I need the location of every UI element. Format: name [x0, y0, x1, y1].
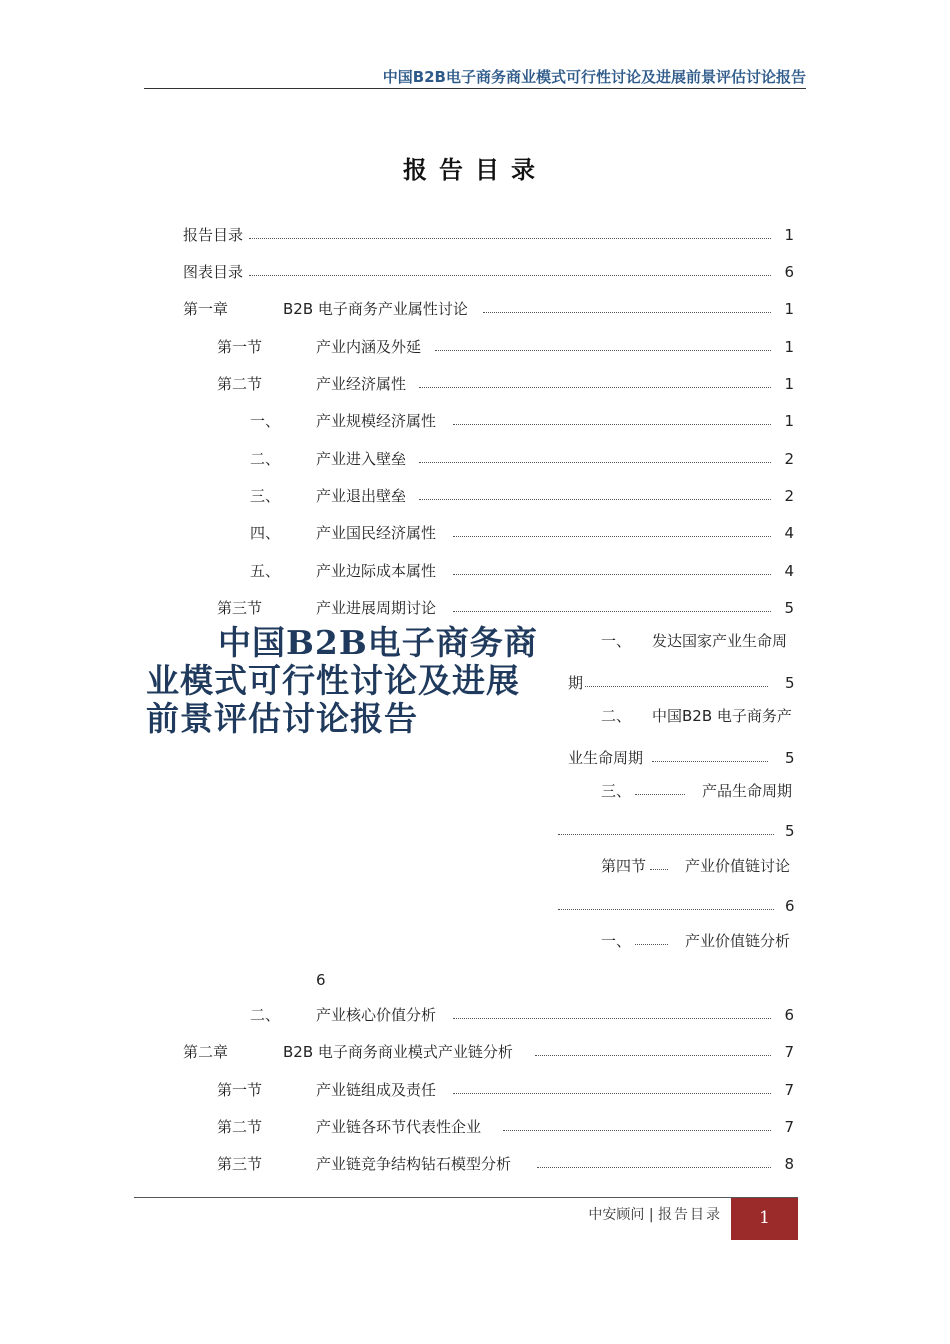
toc-number: 第三节 [217, 1155, 263, 1173]
toc-row[interactable] [183, 484, 797, 508]
toc-leader [249, 275, 771, 276]
toc-leader [435, 350, 771, 351]
toc-page: 8 [784, 1155, 794, 1173]
toc-page: 1 [784, 338, 794, 356]
toc-text: 业生命周期 [568, 749, 644, 767]
toc-page: 1 [784, 375, 794, 393]
header-title: 中国B2B电子商务商业模式可行性讨论及进展前景评估讨论报告 [382, 68, 806, 86]
toc-number: 二、 [601, 707, 632, 725]
toc-text: 产业边际成本属性 [316, 559, 438, 583]
toc-text: 产业退出壁垒 [316, 484, 408, 508]
toc-leader [453, 611, 771, 612]
toc-text: B2B 电子商务产业属性讨论 [283, 297, 470, 321]
toc-leader [635, 794, 685, 795]
toc-leader [419, 462, 771, 463]
toc-row[interactable] [183, 1003, 797, 1027]
toc-text: 产业经济属性 [316, 372, 408, 396]
toc-page: 6 [784, 1006, 794, 1024]
toc-text: 产业价值链分析 [685, 932, 791, 950]
toc-page: 7 [784, 1043, 794, 1061]
page-number: 1 [759, 1208, 770, 1228]
toc-number: 二、 [250, 450, 281, 468]
header-rule [144, 88, 806, 89]
toc-leader [558, 909, 774, 910]
toc-row[interactable] [183, 1115, 797, 1139]
toc-leader [650, 869, 668, 870]
footer-separator: | [648, 1207, 658, 1223]
toc-leader [537, 1167, 771, 1168]
toc-text: 产业进展周期讨论 [316, 596, 438, 620]
overlay-title-line: 业模式可行性讨论及进展 [146, 661, 520, 700]
toc-page: 6 [785, 897, 795, 915]
toc-page: 2 [784, 450, 794, 468]
toc-number: 第二节 [217, 375, 263, 393]
toc-page: 5 [785, 674, 795, 692]
toc-page: 7 [784, 1118, 794, 1136]
toc-leader [652, 761, 768, 762]
toc-leader [503, 1130, 771, 1131]
toc-page: 1 [784, 226, 794, 244]
toc-number: 第三节 [217, 599, 263, 617]
toc-row[interactable] [183, 372, 797, 396]
toc-leader [558, 834, 774, 835]
overlay-title-line: 中国B2B电子商务商 [218, 623, 538, 662]
toc-text: 产业进入壁垒 [316, 447, 408, 471]
toc-leader [535, 1055, 771, 1056]
toc-page: 1 [784, 300, 794, 318]
toc-text: 产业链各环节代表性企业 [316, 1115, 483, 1139]
document-title: 报告目录 [403, 155, 547, 184]
footer-company: 中安顾问 [588, 1207, 645, 1223]
toc-number: 二、 [250, 1006, 281, 1024]
toc-page: 2 [784, 487, 794, 505]
toc-number: 第一章 [183, 300, 229, 318]
overlay-report-title [146, 624, 536, 738]
toc-number: 第四节 [601, 857, 647, 875]
footer-section: 报告目录 [658, 1207, 722, 1223]
toc-row[interactable] [183, 447, 797, 471]
toc-row[interactable] [183, 409, 797, 433]
toc-text: 产业链竞争结构钻石模型分析 [316, 1152, 513, 1176]
toc-row[interactable] [183, 335, 797, 359]
toc-text: 产业链组成及责任 [316, 1078, 438, 1102]
toc-number: 一、 [250, 412, 281, 430]
toc-number: 一、 [601, 932, 632, 950]
toc-number: 四、 [250, 524, 281, 542]
overlay-title-line: 前景评估讨论报告 [146, 699, 418, 738]
toc-text: 产品生命周期 [702, 782, 793, 800]
toc-leader [453, 574, 771, 575]
toc-page: 5 [785, 749, 795, 767]
toc-text: 产业价值链讨论 [685, 857, 791, 875]
toc-number: 五、 [250, 562, 281, 580]
toc-number: 一、 [601, 632, 632, 650]
toc-page: 6 [784, 263, 794, 281]
toc-text: 发达国家产业生命周 [652, 632, 788, 650]
footer-rule [134, 1197, 798, 1198]
toc-leader [453, 424, 771, 425]
toc-leader [249, 238, 771, 239]
toc-row[interactable] [183, 297, 797, 321]
toc-row[interactable] [183, 521, 797, 545]
toc-leader [453, 1093, 771, 1094]
toc-text: 产业核心价值分析 [316, 1003, 438, 1027]
toc-row[interactable] [183, 223, 797, 247]
toc-page: 6 [316, 971, 326, 989]
toc-number: 第一节 [217, 1081, 263, 1099]
toc-text: 产业内涵及外延 [316, 335, 423, 359]
toc-page: 7 [784, 1081, 794, 1099]
toc-row[interactable] [183, 260, 797, 284]
toc-text: 期 [568, 674, 584, 692]
toc-page: 5 [785, 822, 795, 840]
toc-leader [483, 312, 771, 313]
toc-text: 产业国民经济属性 [316, 521, 438, 545]
toc-number: 第一节 [217, 338, 263, 356]
footer-text [588, 1204, 722, 1224]
toc-leader [453, 1018, 771, 1019]
page-number-box [731, 1198, 798, 1240]
toc-page: 4 [784, 524, 794, 542]
toc-row[interactable] [183, 559, 797, 583]
toc-row[interactable] [183, 1040, 797, 1064]
toc-leader [419, 387, 771, 388]
toc-number: 三、 [601, 782, 632, 800]
toc-text: 产业规模经济属性 [316, 409, 438, 433]
toc-leader [635, 944, 668, 945]
toc-number: 第二章 [183, 1043, 229, 1061]
toc-page: 4 [784, 562, 794, 580]
toc-row[interactable] [183, 1152, 797, 1176]
toc-text: B2B 电子商务商业模式产业链分析 [283, 1040, 515, 1064]
toc-text: 中国B2B 电子商务产 [652, 707, 792, 725]
toc-label: 报告目录 [183, 223, 245, 247]
toc-leader [419, 499, 771, 500]
toc-page: 1 [784, 412, 794, 430]
toc-leader [585, 686, 768, 687]
toc-number: 三、 [250, 487, 281, 505]
toc-leader [453, 536, 771, 537]
toc-row[interactable] [183, 596, 797, 620]
toc-number: 第二节 [217, 1118, 263, 1136]
toc-row[interactable] [183, 1078, 797, 1102]
toc-label: 图表目录 [183, 260, 245, 284]
toc-page: 5 [784, 599, 794, 617]
